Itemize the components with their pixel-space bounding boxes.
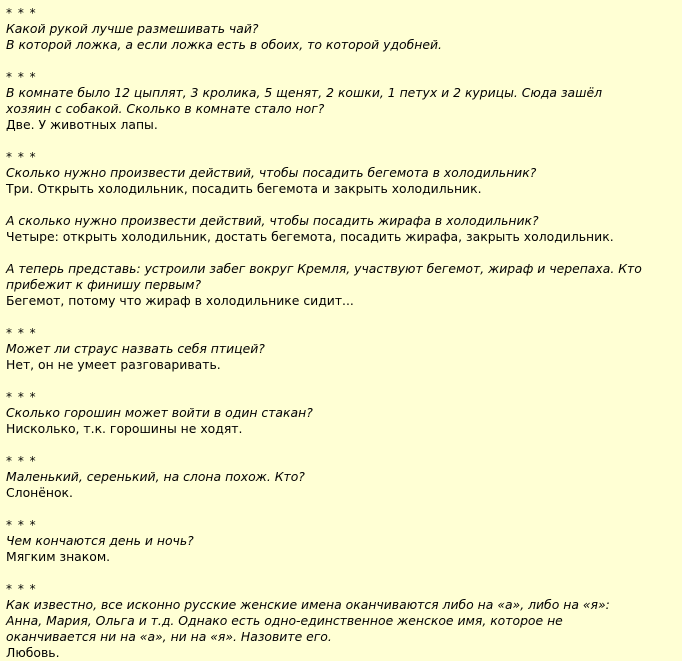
answer-line: Слонёнок. bbox=[6, 485, 73, 500]
riddle-block bbox=[6, 453, 682, 501]
separator-stars: * * * bbox=[6, 454, 37, 468]
riddle-block bbox=[6, 389, 682, 437]
question-line: Сколько нужно произвести действий, чтобы посадить бегемота в холодильник? bbox=[6, 165, 537, 180]
separator-stars: * * * bbox=[6, 6, 37, 20]
question-line: Какой рукой лучше размешивать чай? bbox=[6, 21, 259, 36]
answer-line: Нет, он не умеет разговаривать. bbox=[6, 357, 221, 372]
question-line: Сколько горошин может войти в один стакан? bbox=[6, 405, 313, 420]
riddle-block bbox=[6, 581, 682, 661]
question-line: Может ли страус назвать себя птицей? bbox=[6, 341, 265, 356]
question-line: Маленький, серенький, на слона похож. Кто? bbox=[6, 469, 305, 484]
answer-line: Нисколько, т.к. горошины не ходят. bbox=[6, 421, 243, 436]
question-line: хозяин с собакой. Сколько в комнате стало ног? bbox=[6, 101, 325, 116]
question-line: прибежит к финишу первым? bbox=[6, 277, 202, 292]
separator-stars: * * * bbox=[6, 518, 37, 532]
riddle-block bbox=[6, 325, 682, 373]
question-line: В которой ложка, а если ложка есть в обоих, то которой удобней. bbox=[6, 37, 442, 52]
answer-line: Три. Открыть холодильник, посадить бегемота и закрыть холодильник. bbox=[6, 181, 482, 196]
riddle-block bbox=[6, 69, 682, 133]
separator-stars: * * * bbox=[6, 390, 37, 404]
question-line: Чем кончаются день и ночь? bbox=[6, 533, 194, 548]
riddle-block bbox=[6, 5, 682, 53]
question-line: оканчивается ни на «а», ни на «я». Назовите его. bbox=[6, 629, 332, 644]
answer-line: Любовь. bbox=[6, 645, 60, 660]
answer-line: Четыре: открыть холодильник, достать бегемота, посадить жирафа, закрыть холодильник. bbox=[6, 229, 614, 244]
question-line: Анна, Мария, Ольга и т.д. Однако есть одно-единственное женское имя, которое не bbox=[6, 613, 563, 628]
question-line: А сколько нужно произвести действий, чтобы посадить жирафа в холодильник? bbox=[6, 213, 539, 228]
separator-stars: * * * bbox=[6, 70, 37, 84]
answer-line: Мягким знаком. bbox=[6, 549, 111, 564]
answer-line: Бегемот, потому что жираф в холодильнике сидит... bbox=[6, 293, 354, 308]
separator-stars: * * * bbox=[6, 326, 37, 340]
separator-stars: * * * bbox=[6, 582, 37, 596]
question-line: А теперь представь: устроили забег вокруг Кремля, участвуют бегемот, жираф и черепаха. Кто bbox=[6, 261, 642, 276]
riddle-block bbox=[6, 213, 682, 245]
separator-stars: * * * bbox=[6, 150, 37, 164]
riddle-block bbox=[6, 517, 682, 565]
riddle-block bbox=[6, 261, 682, 309]
riddle-block bbox=[6, 149, 682, 197]
question-line: Как известно, все исконно русские женские имена оканчиваются либо на «а», либо на «я»: bbox=[6, 597, 610, 612]
answer-line: Две. У животных лапы. bbox=[6, 117, 158, 132]
question-line: В комнате было 12 цыплят, 3 кролика, 5 щенят, 2 кошки, 1 петух и 2 курицы. Сюда зашёл bbox=[6, 85, 603, 100]
